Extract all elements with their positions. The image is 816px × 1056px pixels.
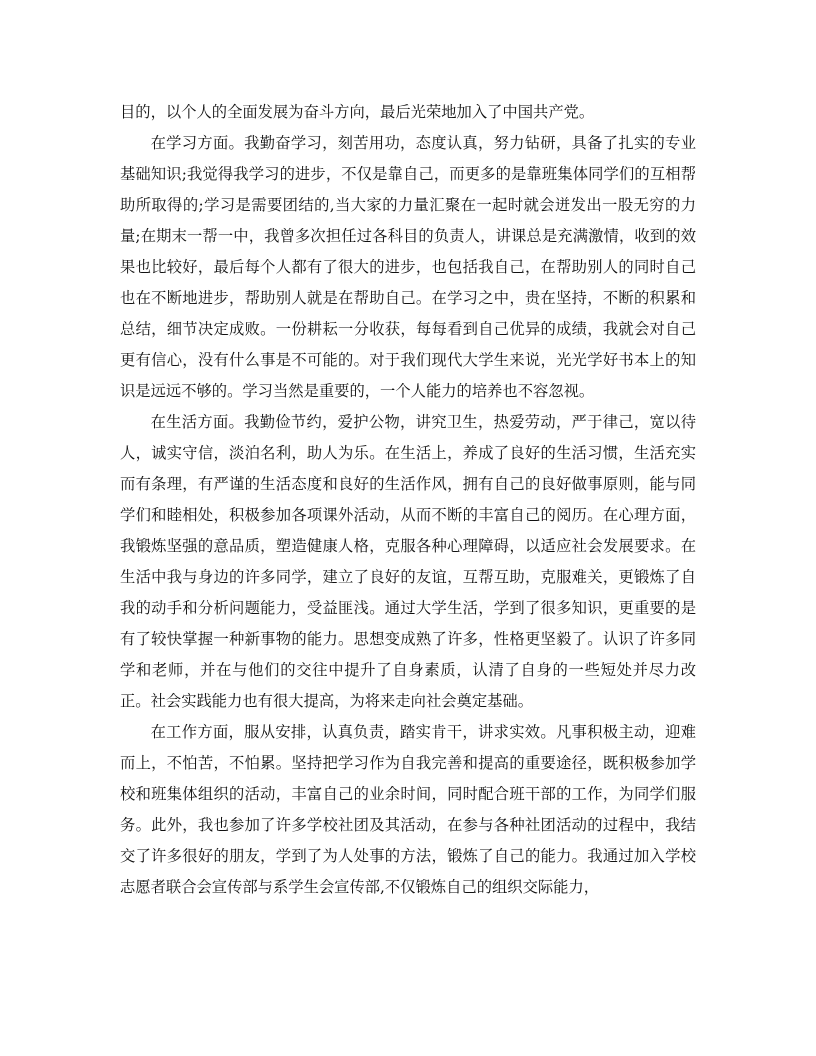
document-body <box>120 97 696 903</box>
paragraph-study: 在学习方面。我勤奋学习，刻苦用功，态度认真，努力钻研，具备了扎实的专业基础知识;我觉得我学习的进步，不仅是靠自己，而更多的是靠班集体同学们的互相帮助所取得的;学习是需要团结的,当大家的力量汇聚在一起时就会迸发出一股无穷的力量;在期末一帮一中，我曾多次担任过各科目的负责人，讲课总是充满激情，收到的效果也比较好，最后每个人都有了很大的进步，也包括我自己，在帮助别人的同时自己也在不断地进步，帮助别人就是在帮助自己。在学习之中，贵在坚持，不断的积累和总结，细节决定成败。一份耕耘一分收获，每每看到自己优异的成绩，我就会对自己更有信心，没有什么事是不可能的。对于我们现代大学生来说，光光学好书本上的知识是远远不够的。学习当然是重要的，一个人能力的培养也不容忽视。 <box>120 134 696 400</box>
paragraph-life: 在生活方面。我勤俭节约，爱护公物，讲究卫生，热爱劳动，严于律己，宽以待人，诚实守信，淡泊名利，助人为乐。在生活上，养成了良好的生活习惯，生活充实而有条理，有严谨的生活态度和良好的生活作风，拥有自己的良好做事原则，能与同学们和睦相处，积极参加各项课外活动，从而不断的丰富自己的阅历。在心理方面，我锻炼坚强的意品质，塑造健康人格，克服各种心理障碍，以适应社会发展要求。在生活中我与身边的许多同学，建立了良好的友谊，互帮互助，克服难关，更锻炼了自我的动手和分析问题能力，受益匪浅。通过大学生活，学到了很多知识，更重要的是有了较快掌握一种新事物的能力。思想变成熟了许多，性格更坚毅了。认识了许多同学和老师，并在与他们的交往中提升了自身素质，认清了自身的一些短处并尽力改正。社会实践能力也有很大提高，为将来走向社会奠定基础。 <box>120 413 696 710</box>
paragraph-work: 在工作方面，服从安排，认真负责，踏实肯干，讲求实效。凡事积极主动，迎难而上，不怕苦，不怕累。坚持把学习作为自我完善和提高的重要途径，既积极参加学校和班集体组织的活动，丰富自己的业余时间，同时配合班干部的工作，为同学们服务。此外，我也参加了许多学校社团及其活动，在参与各种社团活动的过程中，我结交了许多很好的朋友，学到了为人处事的方法，锻炼了自己的能力。我通过加入学校志愿者联合会宣传部与系学生会宣传部,不仅锻炼自己的组织交际能力， <box>120 723 696 896</box>
paragraph-continued-party: 目的，以个人的全面发展为奋斗方向，最后光荣地加入了中国共产党。 <box>120 103 595 121</box>
